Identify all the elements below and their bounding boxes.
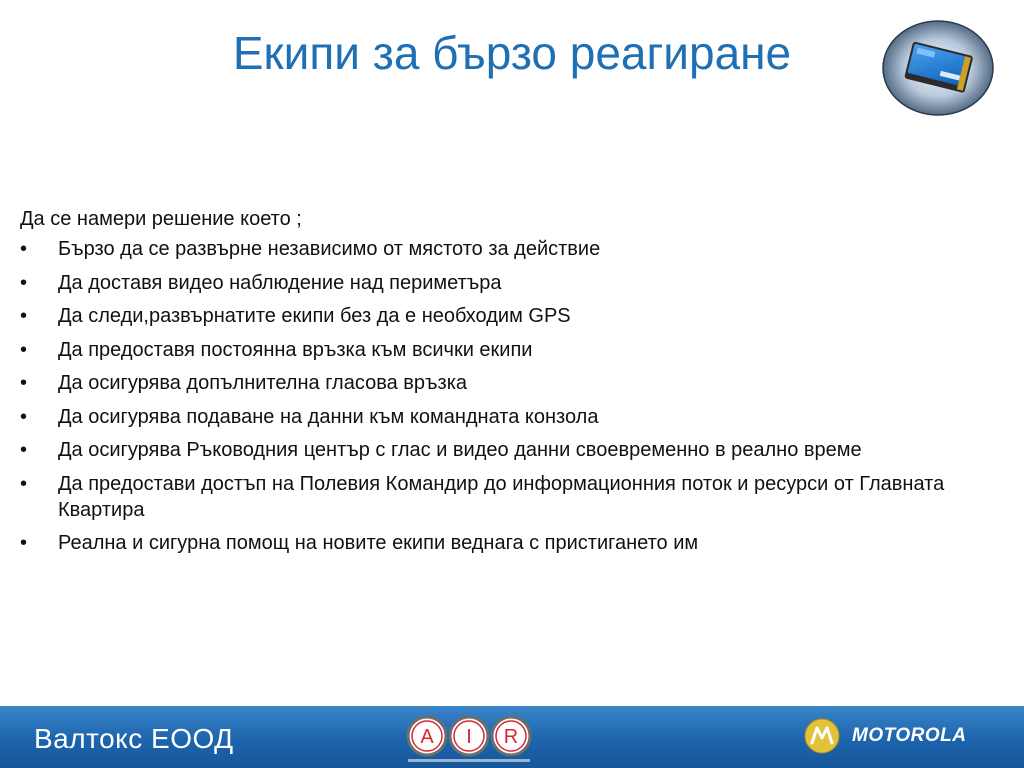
slide-title: Екипи за бързо реагиране [232, 27, 792, 79]
list-item [20, 337, 980, 363]
list-item [20, 471, 980, 523]
air-letter-r: R [503, 726, 519, 748]
list-item [20, 270, 980, 296]
list-item [20, 303, 980, 329]
bullet-dot: • [20, 532, 28, 554]
air-letter-a: A [420, 726, 434, 748]
list-item [20, 530, 980, 556]
bullet-dot: • [20, 271, 28, 294]
bullet-text: Бързо да се развърне независимо от мястото за действие [58, 238, 601, 260]
list-item [20, 236, 980, 262]
bullet-dot: • [20, 338, 28, 361]
air-logo [406, 712, 532, 766]
bullet-dot: • [20, 439, 28, 461]
air-tagline-fineprint [408, 759, 530, 762]
air-letter-i: I [466, 726, 472, 748]
bullet-list [20, 236, 980, 564]
bullet-dot: • [20, 372, 28, 394]
motorola-wordmark: MOTOROLA [852, 725, 967, 746]
pc-card-image [882, 20, 994, 116]
list-item [20, 437, 980, 463]
bullet-text: Да осигурява допълнителна гласова връзка [58, 372, 468, 394]
list-item [20, 404, 980, 430]
list-item [20, 370, 980, 396]
bullet-dot: • [20, 472, 28, 495]
bullet-dot: • [20, 238, 28, 260]
bullet-text: Да осигурява Ръководния център с глас и видео данни своевременно в реално време [58, 439, 862, 461]
bullet-text: Да предостави достъп на Полевия Командир до информационния поток и ресурси от Главната Квартира [58, 472, 945, 521]
company-name: Валтокс ЕООД [34, 723, 234, 754]
bullet-text: Да осигурява подаване на данни към командната конзола [58, 405, 599, 428]
motorola-logo-icon [804, 718, 840, 754]
footer-bar [0, 706, 1024, 768]
bullet-text: Реална и сигурна помощ на новите екипи веднага с пристигането им [58, 532, 699, 554]
bullet-dot: • [20, 305, 28, 327]
bullet-dot: • [20, 405, 28, 428]
bullet-text: Да доставя видео наблюдение над периметъра [58, 271, 502, 294]
bullet-text: Да следи,развърнатите екипи без да е необходим GPS [58, 305, 571, 327]
bullet-text: Да предоставя постоянна връзка към всички екипи [58, 338, 533, 361]
intro-text: Да се намери решение което ; [20, 208, 302, 230]
